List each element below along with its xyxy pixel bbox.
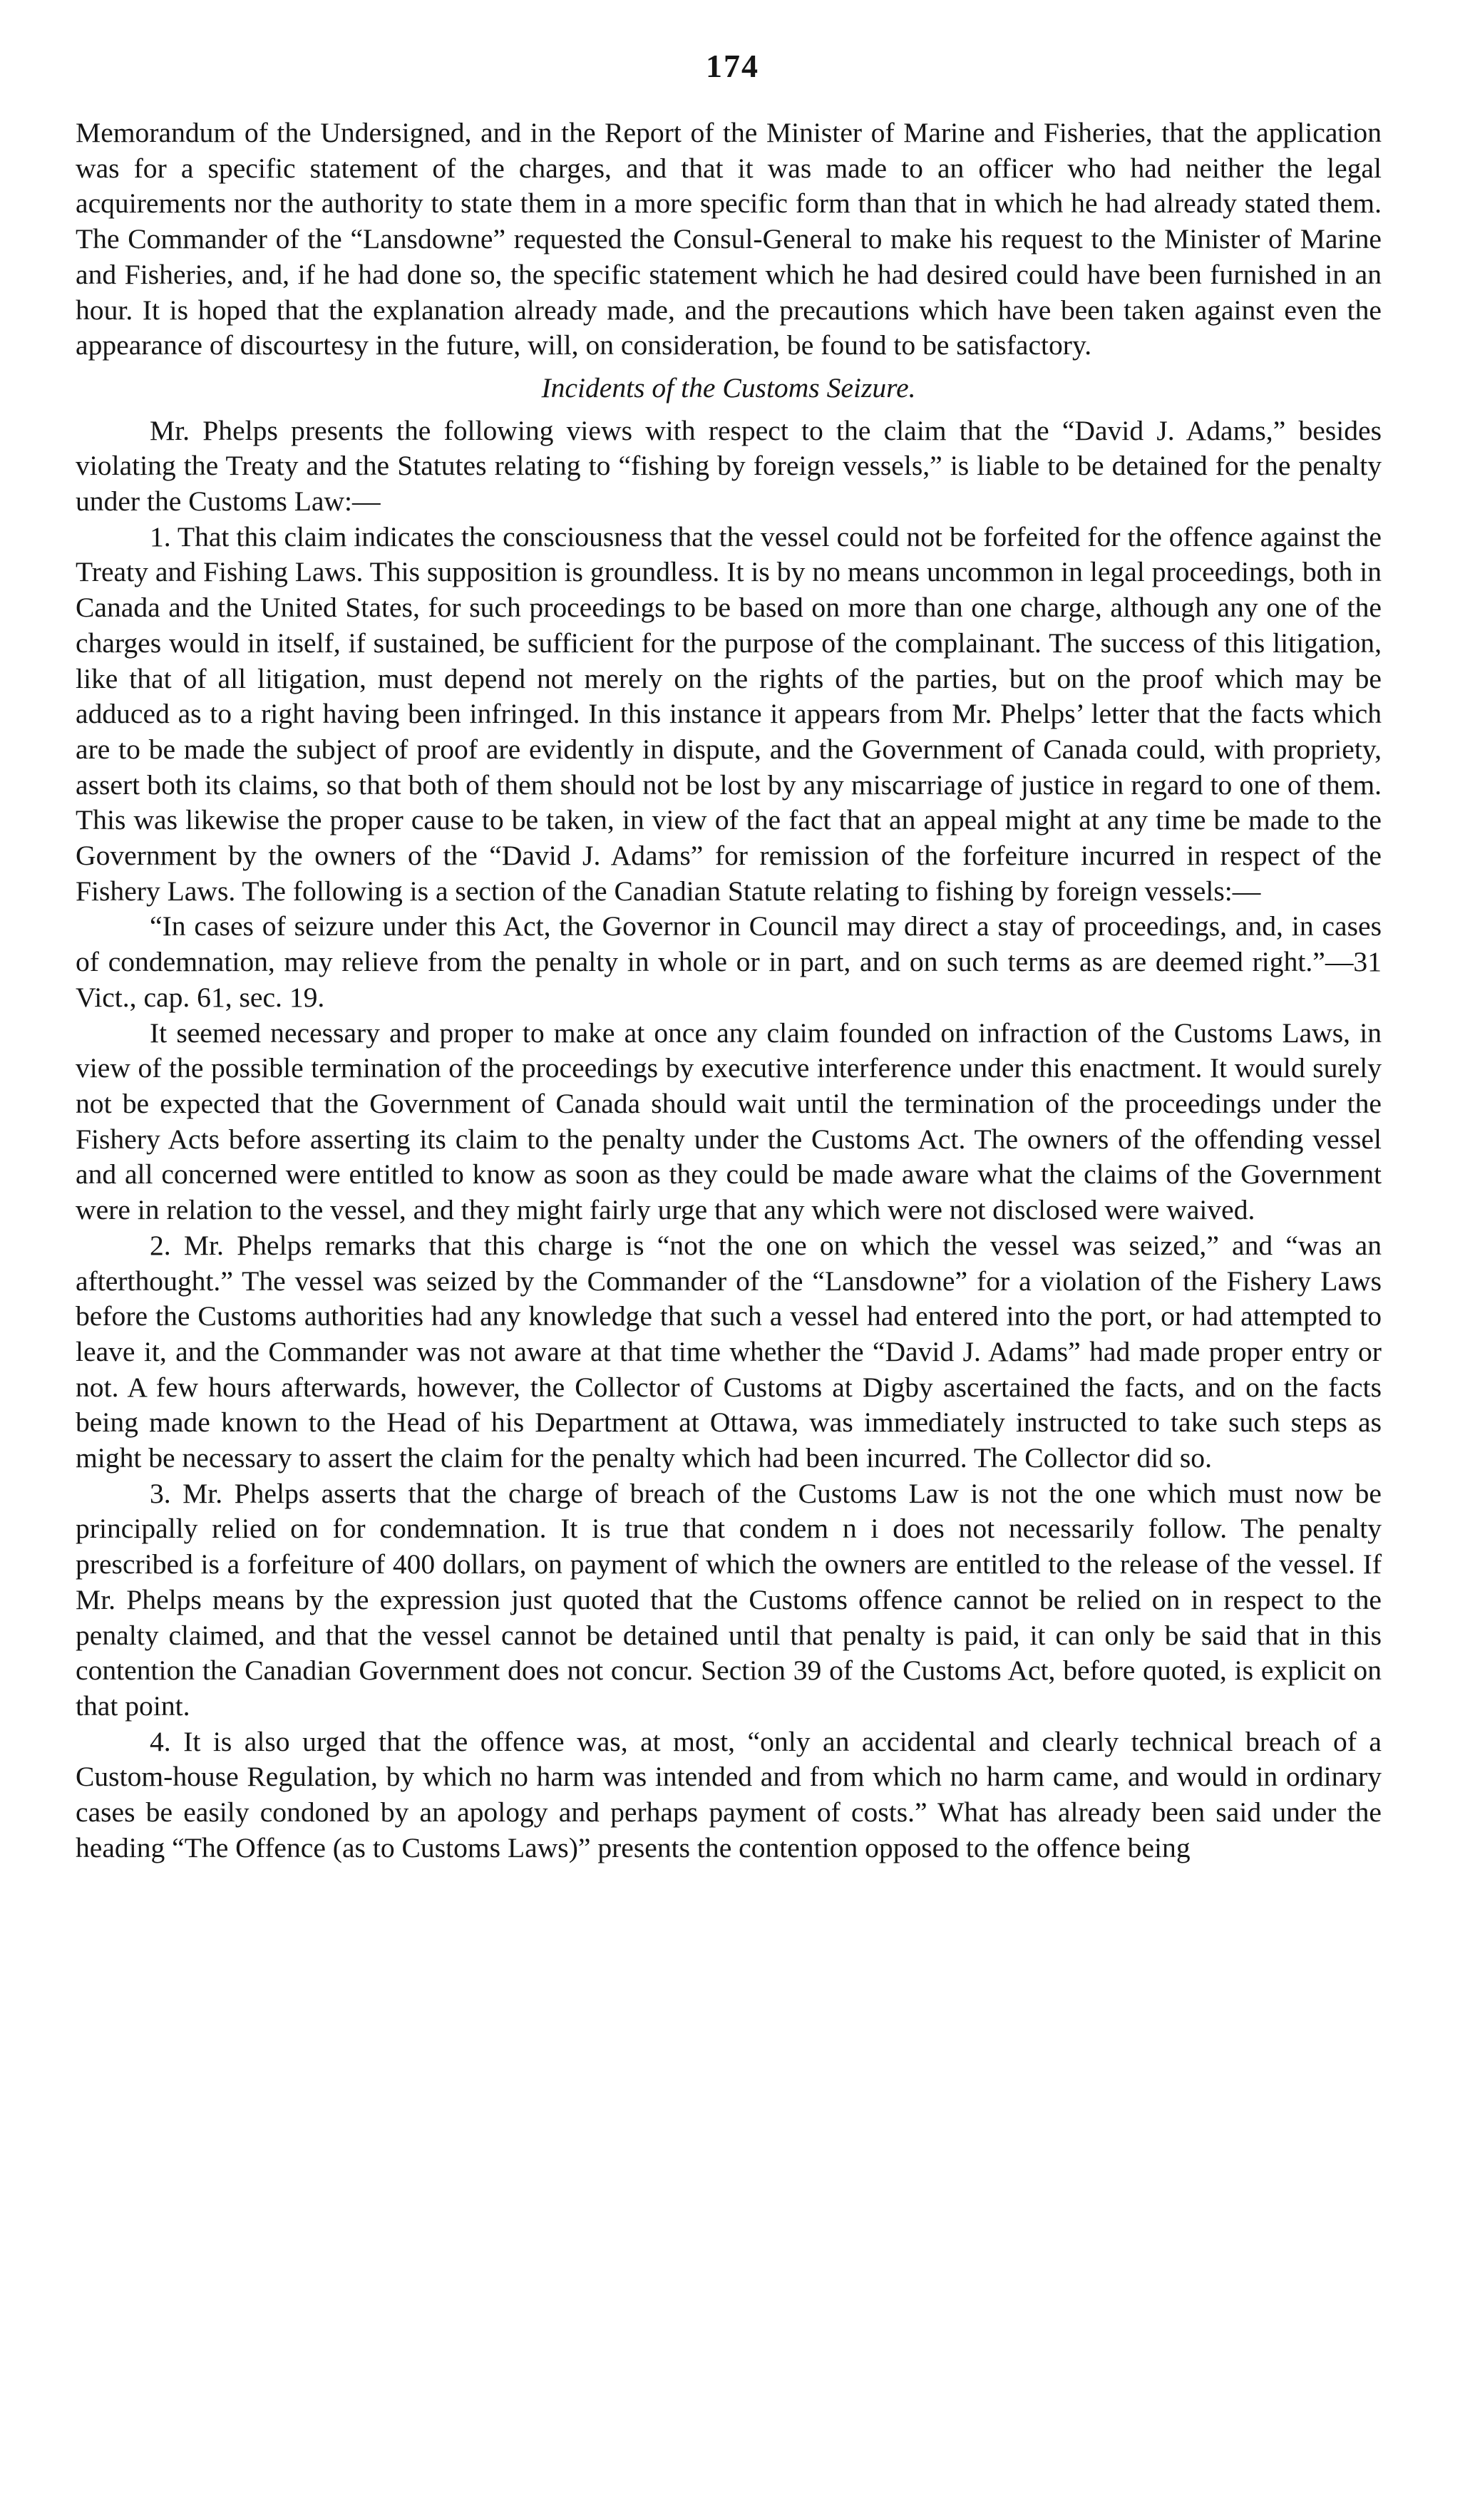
section-heading: Incidents of the Customs Seizure. <box>541 371 916 403</box>
paragraph-point-1: 1. That this claim indicates the consciousness that the vessel could not be forfeited for the offence against the Treaty and Fishing Laws. This supposition is groundless. It is by no means uncommon in legal proceedings, both in Canada and the United States, for such proceedings to be based on more than one charge, although any one of the charges would in itself, if sustained, be sufficient for the purpose of the complainant. The success of this litigation, like that of all litigation, must depend not merely on the rights of the parties, but on the proof which may be adduced as to a right having been infringed. In this instance it appears from Mr. Phelps’ letter that the facts which are to be made the subject of proof are evidently in dispute, and the Government of Canada could, with propriety, assert both its claims, so that both of them should not be lost by any miscarriage of justice in regard to one of them. This was likewise the proper cause to be taken, in view of the fact that an appeal might at any time be made to the Government by the owners of the “David J. Adams” for remission of the forfeiture incurred in respect of the Fishery Laws. The following is a section of the Canadian Statute relating to fishing by foreign vessels:— <box>76 520 1382 907</box>
statute-quote: “In cases of seizure under this Act, the Governor in Council may direct a stay of proceedings, and, in cases of condemnation, may relieve from the penalty in whole or in part, and on such terms as are deemed right.”—31 Vict., cap. 61, sec. 19. <box>76 910 1382 1013</box>
paragraph-point-2: 2. Mr. Phelps remarks that this charge is “not the one on which the vessel was seized,” and “was an afterthought.” The vessel was seized by the Commander of the “Lansdowne” for a violation of the Fishery Laws before the Customs authorities had any knowledge that such a vessel had entered into the port, or had attempted to leave it, and the Commander was not aware at that time whether the “David J. Adams” had made proper entry or not. A few hours afterwards, however, the Collector of Customs at Digby ascertained the facts, and on the facts being made known to the Head of his Department at Ottawa, was immediately instructed to take such steps as might be necessary to assert the claim for the penalty which had been incurred. The Collector did so. <box>76 1229 1382 1474</box>
paragraph-point-4: 4. It is also urged that the offence was, at most, “only an accidental and clearly technical breach of a Custom-house Regulation, by which no harm was intended and from which no harm came, and would in ordinary cases be easily condoned by an apology and perhaps payment of costs.” What has already been said under the heading “The Offence (as to Customs Laws)” presents the contention opposed to the offence being <box>76 1725 1382 1863</box>
paragraph-point-3: 3. Mr. Phelps asserts that the charge of breach of the Customs Law is not the one which must now be principally relied on for condemnation. It is true that condem n i does not necessarily follow. The penalty prescribed is a forfeiture of 400 dollars, on payment of which the owners are entitled to the release of the vessel. If Mr. Phelps means by the expression just quoted that the Customs offence cannot be relied on in respect to the penalty claimed, and that the vessel cannot be detained until that penalty is paid, it can only be said that in this contention the Canadian Government does not concur. Section 39 of the Customs Act, before quoted, is explicit on that point. <box>76 1477 1382 1722</box>
paragraph-customs-claim: It seemed necessary and proper to make at once any claim founded on infraction of the Customs Laws, in view of the possible termination of the proceedings by executive interference under this enactment. It would surely not be expected that the Government of Canada should wait until the termination of the proceedings under the Fishery Acts before asserting its claim to the penalty under the Customs Act. The owners of the offending vessel and all concerned were entitled to know as soon as they could be made aware what the claims of the Government were in relation to the vessel, and they might fairly urge that any which were not disclosed were waived. <box>76 1017 1382 1226</box>
page-number: 174 <box>706 48 759 84</box>
paragraph-continuation: Memorandum of the Undersigned, and in the Report of the Minister of Marine and Fisheries, that the application was for a specific statement of the charges, and that it was made to an officer who had neither the legal acquirements nor the authority to state them in a more specific form than that in which he had already stated them. The Commander of the “Lansdowne” requested the Consul-General to make his request to the Minister of Marine and Fisheries, and, if he had done so, the specific statement which he had desired could have been furnished in an hour. It is hoped that the explanation already made, and the precautions which have been taken against even the appearance of discourtesy in the future, will, on consideration, be found to be satisfactory. <box>76 117 1382 361</box>
paragraph-intro: Mr. Phelps presents the following views with respect to the claim that the “David J. Adams,” besides violating the Treaty and the Statutes relating to “fishing by foreign vessels,” is liable to be detained for the penalty under the Customs Law:— <box>76 414 1382 518</box>
body-text <box>76 115 1382 1866</box>
